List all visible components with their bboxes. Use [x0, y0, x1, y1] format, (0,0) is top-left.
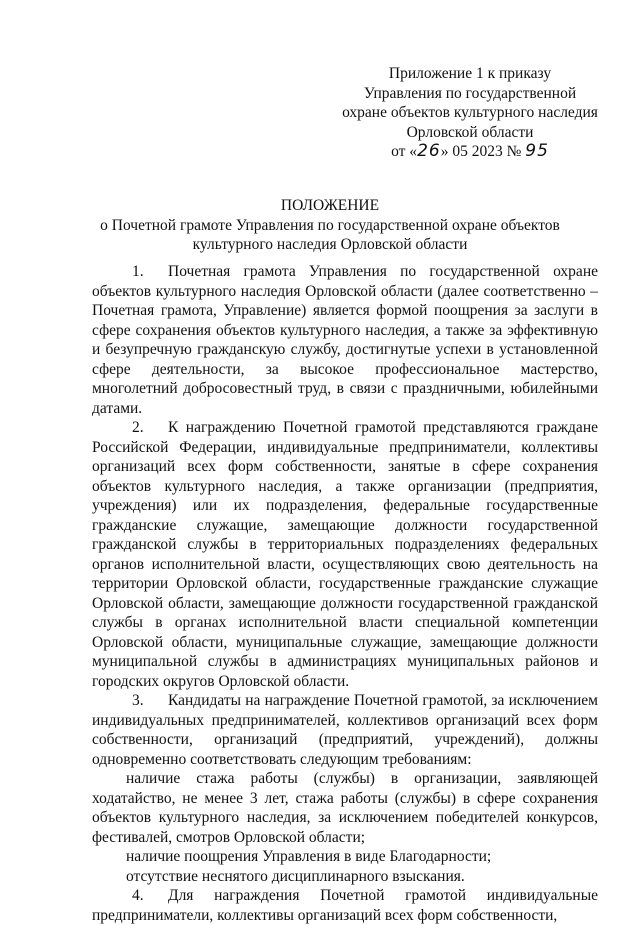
date-middle: » 05 2023 №	[440, 143, 522, 160]
requirement-item-1: наличие стажа работы (службы) в организации, заявляющей ходатайство, не менее 3 лет, стажа работы (службы) в сфере сохранения объектов культурного наследия, за исключением победителей конкурсов, фестивалей, смотров Орловской области;	[92, 770, 598, 846]
paragraph-number: 1.	[132, 263, 144, 280]
paragraph-number: 3.	[132, 692, 144, 709]
paragraph-text: К награждению Почетной грамотой представляются граждане Российской Федерации, индивидуальные предприниматели, коллективы организаций всех форм собственности, занятые в сфере сохранения объектов культурного наследия, а также организации (предприятия, учреждения) или их подразделения, федеральные государственные гражданские служащие, замещающие должности государственной гражданской службы в территориальных подразделениях федеральных органов исполнительной власти, осуществляющих свою деятельность на территории Орловской области, государственные гражданские служащие Орловской области, замещающие должности государственной гражданской службы в органах исполнительной власти специальной компетенции Орловской области, муниципальные служащие, замещающие должности муниципальной службы в администрациях муниципальных районов и городских округов Орловской области.	[92, 419, 598, 690]
appendix-line-2: Управления по государственной	[363, 84, 577, 102]
title-subtitle-2: культурного наследия Орловской области	[192, 236, 468, 253]
paragraph-number: 2.	[132, 419, 144, 436]
requirement-item-2: наличие поощрения Управления в виде Благодарности;	[126, 848, 492, 865]
appendix-line-4: Орловской области	[406, 123, 534, 141]
order-number-handwritten: 95	[525, 141, 549, 161]
document-title	[60, 196, 600, 255]
requirement-item-3: отсутствие неснятого дисциплинарного взыскания.	[126, 867, 465, 885]
paragraph-text: Кандидаты на награждение Почетной грамотой, за исключением индивидуальных предпринимателей, коллективов организаций всех форм собственности, организаций (предприятий, учреждений), должны одновременно соответствовать следующим требованиям:	[92, 692, 598, 768]
document-body	[92, 262, 598, 925]
date-day-handwritten: 26	[417, 141, 441, 161]
title-heading: ПОЛОЖЕНИЕ	[280, 197, 380, 214]
paragraph-4	[92, 886, 598, 925]
appendix-header	[330, 64, 610, 164]
order-date-line	[330, 142, 610, 164]
paragraph-2	[92, 418, 598, 691]
appendix-line-1: Приложение 1 к приказу	[388, 65, 552, 82]
paragraph-text: Для награждения Почетной грамотой индивидуальные предприниматели, коллективы организаций всех форм собственности,	[92, 887, 598, 924]
date-prefix: от «	[391, 143, 418, 160]
paragraph-text: Почетная грамота Управления по государственной охране объектов культурного наследия Орловской области (далее соответственно – Почетная грамота, Управление) является формой поощрения за заслуги в сфере сохранения объектов культурного наследия, а также за эффективную и безупречную гражданскую службу, достигнутые успехи в установленной сфере деятельности, за высокое профессиональное мастерство, многолетний добросовестный труд, в связи с праздничными, юбилейными датами.	[92, 263, 598, 417]
paragraph-number: 4.	[132, 887, 144, 904]
paragraph-1	[92, 262, 598, 418]
paragraph-3	[92, 691, 598, 769]
title-subtitle-1: о Почетной грамоте Управления по государственной охране объектов	[100, 216, 560, 234]
appendix-line-3: охране объектов культурного наследия	[342, 104, 598, 121]
